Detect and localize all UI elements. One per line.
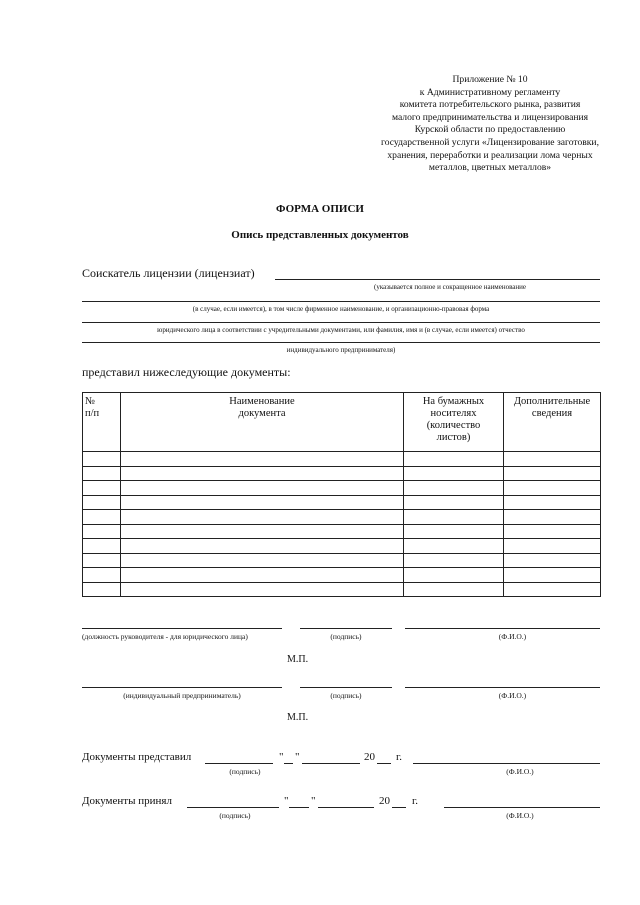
submitted-year-line[interactable]	[377, 763, 391, 764]
applicant-line-4[interactable]	[82, 342, 600, 343]
entrepreneur-line[interactable]	[82, 687, 282, 688]
table-cell[interactable]	[404, 452, 504, 467]
table-cell[interactable]	[404, 481, 504, 496]
table-row	[83, 481, 601, 496]
submitted-quote-open: "	[279, 751, 284, 763]
presented-label: представил нижеследующие документы:	[82, 365, 291, 379]
col-paper-header: На бумажных носителях (количество листов)	[404, 393, 504, 452]
table-cell[interactable]	[504, 568, 601, 583]
table-cell[interactable]	[121, 582, 404, 597]
submitted-quote-close: "	[295, 751, 300, 763]
appendix-line: хранения, переработки и реализации лома черных	[387, 149, 593, 161]
entrepreneur-caption: (индивидуальный предприниматель)	[123, 691, 241, 700]
submitted-fio-line[interactable]	[413, 763, 600, 764]
table-row	[83, 539, 601, 554]
applicant-line-2[interactable]	[82, 301, 600, 302]
list-title: Опись представленных документов	[231, 229, 409, 241]
table-cell[interactable]	[83, 495, 121, 510]
table-cell[interactable]	[504, 510, 601, 525]
table-cell[interactable]	[83, 481, 121, 496]
table-cell[interactable]	[404, 539, 504, 554]
accepted-fio-caption: (Ф.И.О.)	[506, 811, 534, 820]
appendix-line: малого предпринимательства и лицензирования	[391, 111, 589, 123]
appendix-line: Приложение № 10	[452, 74, 528, 85]
head-fio-line[interactable]	[405, 628, 600, 629]
table-header-row	[83, 393, 601, 452]
form-title: ФОРМА ОПИСИ	[276, 203, 364, 215]
accepted-label: Документы принял	[82, 795, 172, 807]
applicant-label: Соискатель лицензии (лицензиат)	[82, 266, 255, 280]
table-row	[83, 568, 601, 583]
documents-table	[82, 392, 601, 597]
entrepreneur-signature-line[interactable]	[300, 687, 392, 688]
table-cell[interactable]	[504, 553, 601, 568]
appendix-line: к Административному регламенту	[419, 86, 561, 98]
table-cell[interactable]	[121, 495, 404, 510]
applicant-line-3[interactable]	[82, 322, 600, 323]
applicant-line-1[interactable]	[275, 279, 600, 280]
head-signature-caption: (подпись)	[330, 632, 362, 641]
applicant-caption-4: индивидуального предпринимателя)	[286, 346, 396, 354]
appendix-block	[350, 74, 630, 175]
appendix-line: металлов, цветных металлов»	[428, 162, 552, 174]
table-row	[83, 553, 601, 568]
head-position-caption: (должность руководителя - для юридического лица)	[82, 632, 248, 641]
submitted-signature-line[interactable]	[205, 763, 273, 764]
table-cell[interactable]	[504, 524, 601, 539]
applicant-caption-1: (указывается полное и сокращенное наименование	[373, 283, 527, 291]
table-cell[interactable]	[504, 582, 601, 597]
table-cell[interactable]	[404, 466, 504, 481]
table-cell[interactable]	[121, 510, 404, 525]
table-cell[interactable]	[504, 481, 601, 496]
accepted-quote-open: "	[284, 795, 289, 807]
table-cell[interactable]	[83, 452, 121, 467]
accepted-year: 20	[379, 795, 390, 807]
applicant-caption-3: юридического лица в соответствии с учредительными документами, или фамилия, имя и (в случае, если имеется) отчество	[157, 326, 525, 334]
entrepreneur-fio-line[interactable]	[405, 687, 600, 688]
table-row	[83, 582, 601, 597]
applicant-caption-2: (в случае, если имеется), в том числе фирменное наименование, и организационно-правовая форма	[192, 305, 490, 313]
accepted-year-line[interactable]	[392, 807, 406, 808]
table-cell[interactable]	[504, 452, 601, 467]
table-cell[interactable]	[121, 452, 404, 467]
table-cell[interactable]	[83, 510, 121, 525]
stamp-place-2: М.П.	[287, 712, 309, 723]
table-cell[interactable]	[83, 582, 121, 597]
col-name-header: Наименование документа	[121, 393, 404, 452]
appendix-line: государственной услуги «Лицензирование заготовки,	[381, 136, 599, 148]
table-row	[83, 524, 601, 539]
table-row	[83, 495, 601, 510]
table-cell[interactable]	[83, 539, 121, 554]
table-cell[interactable]	[121, 524, 404, 539]
accepted-day-line[interactable]	[289, 807, 309, 808]
table-row	[83, 466, 601, 481]
table-row	[83, 452, 601, 467]
accepted-quote-close: "	[311, 795, 316, 807]
table-cell[interactable]	[121, 466, 404, 481]
table-cell[interactable]	[504, 466, 601, 481]
table-cell[interactable]	[121, 539, 404, 554]
submitted-g: г.	[396, 751, 403, 763]
table-cell[interactable]	[504, 495, 601, 510]
table-cell[interactable]	[404, 510, 504, 525]
table-cell[interactable]	[404, 553, 504, 568]
accepted-month-line[interactable]	[318, 807, 374, 808]
table-cell[interactable]	[404, 524, 504, 539]
table-cell[interactable]	[404, 568, 504, 583]
table-cell[interactable]	[83, 524, 121, 539]
head-signature-line[interactable]	[300, 628, 392, 629]
accepted-signature-caption: (подпись)	[219, 811, 251, 820]
head-fio-caption: (Ф.И.О.)	[498, 632, 527, 641]
table-cell[interactable]	[83, 466, 121, 481]
col-extra-header: Дополнительные сведения	[504, 393, 601, 452]
appendix-line: комитета потребительского рынка, развития	[399, 99, 581, 111]
table-cell[interactable]	[504, 539, 601, 554]
submitted-day-line[interactable]	[284, 763, 293, 764]
table-cell[interactable]	[404, 495, 504, 510]
col-num-header: № п/п	[83, 393, 121, 452]
entrepreneur-signature-caption: (подпись)	[330, 691, 362, 700]
table-cell[interactable]	[83, 568, 121, 583]
submitted-fio-caption: (Ф.И.О.)	[506, 767, 534, 776]
entrepreneur-fio-caption: (Ф.И.О.)	[498, 691, 527, 700]
submitted-month-line[interactable]	[302, 763, 360, 764]
table-cell[interactable]	[404, 582, 504, 597]
stamp-place-1: М.П.	[287, 654, 309, 665]
accepted-fio-line[interactable]	[444, 807, 600, 808]
table-cell[interactable]	[121, 568, 404, 583]
submitted-year: 20	[364, 751, 375, 763]
table-cell[interactable]	[121, 553, 404, 568]
table-cell[interactable]	[121, 481, 404, 496]
accepted-g: г.	[412, 795, 419, 807]
appendix-line: Курской области по предоставлению	[414, 124, 566, 136]
head-position-line[interactable]	[82, 628, 282, 629]
table-row	[83, 510, 601, 525]
accepted-signature-line[interactable]	[187, 807, 279, 808]
submitted-label: Документы представил	[82, 751, 192, 763]
submitted-signature-caption: (подпись)	[229, 767, 261, 776]
table-cell[interactable]	[83, 553, 121, 568]
